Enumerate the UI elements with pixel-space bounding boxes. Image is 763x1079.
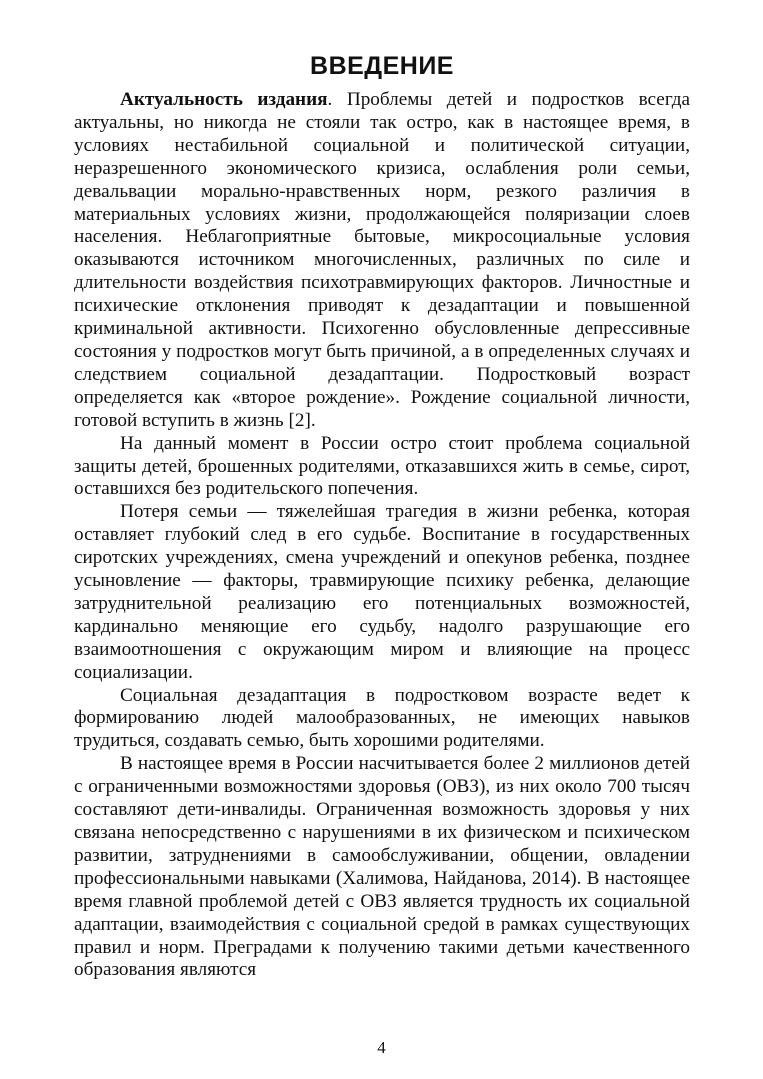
paragraph-4: Социальная дезадаптация в подростковом возрасте ведет к формированию людей малообразованных, не имеющих навыков трудиться, создавать семью, быть хорошими родителями. <box>74 684 690 752</box>
lead-term: Актуальность издания <box>120 89 328 110</box>
page-number: 4 <box>377 1038 386 1057</box>
section-title: ВВЕДЕНИЕ <box>310 52 454 80</box>
paragraph-3: Потеря семьи — тяжелейшая трагедия в жизни ребенка, которая оставляет глубокий след в его судьбе. Воспитание в государственных сиротских учреждениях, смена учреждений и опекунов ребенка, позднее усыновление — факторы, травмирующие психику ребенка, делающие затруднительной реализацию его потенциальных возможностей, кардинально меняющие его судьбу, надолго разрушающие его взаимоотношения с окружающим миром и влияющие на процесс социализации. <box>74 501 690 683</box>
document-page <box>74 52 690 982</box>
paragraph-1-text: . Проблемы детей и подростков всегда актуальны, но никогда не стояли так остро, как в настоящее время, в условиях нестабильной социальной и политической ситуации, неразрешенного экономического кризиса, ослабления роли семьи, девальвации морально-нравственных норм, резкого различия в материальных условиях жизни, продолжающейся поляризации слоев населения. Неблагоприятные бытовые, микросоциальные условия оказываются источником многочисленных, различных по силе и длительности воздействия психотравмирующих факторов. Личностные и психические отклонения приводят к дезадаптации и повышенной криминальной активности. Психогенно обусловленные депрессивные состояния у подростков могут быть причиной, а в определенных случаях и следствием социальной дезадаптации. Подростковый возраст определяется как «второе рождение». Рождение социальной личности, готовой вступить в жизнь [2]. <box>74 89 691 431</box>
paragraph-1 <box>74 89 690 433</box>
paragraph-5: В настоящее время в России насчитывается более 2 миллионов детей с ограниченными возможностями здоровья (ОВЗ), из них около 700 тысяч составляют дети-инвалиды. Ограниченная возможность здоровья у них связана непосредственно с нарушениями в их физическом и психическом развитии, затруднениями в самообслуживании, общении, овладении профессиональными навыками (Халимова, Найданова, 2014). В настоящее время главной проблемой детей с ОВЗ является трудность их социальной адаптации, взаимодействия с социальной средой в рамках существующих правил и норм. Преградами к получению такими детьми качественного образования являются <box>74 753 690 981</box>
paragraph-2: На данный момент в России остро стоит проблема социальной защиты детей, брошенных родителями, отказавшихся жить в семье, сирот, оставшихся без родительского попечения. <box>74 432 690 500</box>
